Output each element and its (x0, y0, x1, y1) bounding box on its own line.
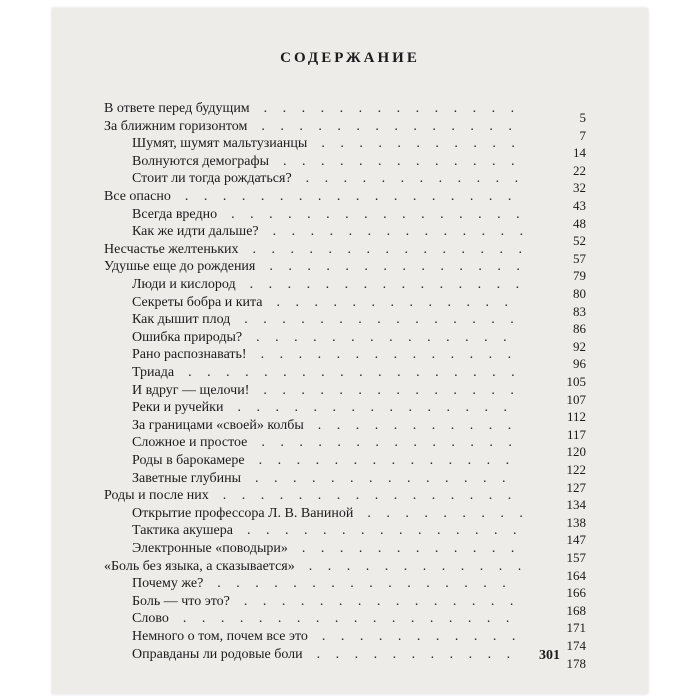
leader-dots: . . . . . . . . . . . (316, 646, 517, 662)
toc-entry-title: Почему же? (132, 576, 204, 592)
toc-entry-page: 105 (566, 374, 586, 389)
toc-entry-title: За границами «своей» колбы (132, 417, 304, 433)
leader-dots: . . . . . . . . . . . (317, 417, 518, 433)
leader-dots: . . . . . . . . . . . . . (276, 294, 515, 310)
toc-entry-page: 43 (573, 198, 586, 213)
page-number: 301 (539, 648, 560, 663)
toc-entry-title: Стоит ли тогда рождаться? (132, 171, 292, 187)
toc-entry-title: Люди и кислород (132, 277, 236, 292)
toc-entry-title: Сложное и простое (132, 435, 248, 451)
toc-entry-title: Все опасно (104, 189, 171, 204)
toc-entry-page: 117 (566, 426, 586, 442)
toc-entry-title: Как же идти дальше? (132, 224, 259, 240)
toc-entry-page: 164 (566, 567, 586, 583)
toc-entry-title: За ближним горизонтом (104, 118, 248, 134)
leader-dots: . . . . . . . . . . . . . . (260, 347, 518, 363)
toc-entry-page: 174 (566, 638, 586, 653)
leader-dots: . . . . . . . . . . . . . . . . (222, 488, 518, 504)
table-of-contents (104, 100, 586, 671)
toc-entry-title: Заветные глубины (132, 470, 242, 486)
toc-entry-page: 86 (573, 321, 586, 337)
leader-dots: . . . . . . . . . . . . (301, 541, 521, 556)
leader-dots: . . . . . . . . . . . . (308, 558, 528, 574)
toc-entry-title: Несчастье желтеньких (104, 241, 239, 257)
toc-entry-title: В ответе перед будущим (104, 101, 250, 116)
leader-dots: . . . . . . . . . . . . . . (263, 382, 520, 398)
leader-dots: . . . . . . . . . . . . . . (258, 453, 516, 468)
toc-entry-title: Реки и ручейки (132, 400, 224, 416)
leader-dots: . . . . . . . . . . . . . . . (252, 241, 528, 257)
toc-entry-title: Как дышит плод (132, 312, 231, 328)
toc-entry-title: Всегда вредно (132, 206, 218, 222)
toc-entry-page: 5 (579, 110, 586, 125)
toc-entry-page: 138 (566, 514, 586, 530)
toc-entry-page: 80 (573, 286, 586, 301)
leader-dots: . . . . . . . . . . . . . . . . . . (188, 365, 521, 380)
toc-entry-title: Триада (132, 365, 175, 380)
toc-entry-title: Оправданы ли родовые боли (132, 646, 303, 662)
leader-dots: . . . . . . . . . . . . (305, 171, 525, 187)
toc-entry-page: 112 (566, 409, 586, 425)
toc-entry-page: 7 (579, 127, 586, 143)
toc-entry-title: Волнуются демографы (132, 153, 269, 169)
toc-entry-title: Рано распознавать! (132, 347, 247, 363)
toc-entry-page: 22 (573, 162, 586, 178)
leader-dots: . . . . . . . . . . . . . . (272, 224, 530, 240)
leader-dots: . . . . . . . . . . . . . . . . (217, 576, 512, 592)
leader-dots: . . . . . . . . . . . . . . . (237, 400, 513, 416)
toc-entry-page: 107 (566, 391, 586, 407)
toc-entry-title: Боль — что это? (132, 593, 230, 609)
toc-entry-title: Роды в барокамере (132, 453, 245, 468)
toc-entry-title: Тактика акушера (132, 523, 233, 539)
toc-entry-page: 120 (566, 444, 586, 460)
book-page (52, 8, 648, 694)
toc-entry-page: 48 (573, 215, 586, 231)
toc-entry-title: Роды и после них (104, 488, 209, 504)
leader-dots: . . . . . . . . . . . . . . (261, 118, 518, 134)
leader-dots: . . . . . . . . . . . . . . (263, 101, 521, 116)
toc-entry-page: 122 (566, 462, 586, 477)
toc-entry-page: 157 (566, 550, 586, 565)
toc-entry-page: 147 (566, 532, 586, 548)
leader-dots: . . . . . . . . . . . . . . . . (231, 206, 526, 222)
toc-entry-page: 32 (573, 180, 586, 196)
toc-entry-page: 171 (566, 620, 586, 636)
toc-entry-title: «Боль без языка, а сказывается» (104, 558, 295, 574)
toc-entry-page: 14 (573, 145, 586, 161)
toc-entry (104, 646, 586, 671)
leader-dots: . . . . . . . . . . . . . . . (244, 312, 520, 328)
toc-entry-page: 127 (566, 479, 586, 495)
leader-dots: . . . . . . . . . . . . . . (261, 435, 518, 451)
toc-entry-title: Немного о том, почем все это (132, 629, 308, 644)
leader-dots: . . . . . . . . . . . . . (282, 153, 521, 169)
leader-dots: . . . . . . . . . . . (321, 629, 522, 644)
toc-entry-page: 57 (573, 250, 586, 266)
leader-dots: . . . . . . . . . . . . . . (256, 329, 513, 345)
leader-dots: . . . . . . . . . . . . . . . . . . (184, 189, 518, 204)
toc-entry-page: 52 (573, 233, 586, 249)
toc-entry-page: 134 (566, 497, 586, 513)
toc-entry-page: 178 (566, 655, 586, 671)
toc-entry-title: Слово (132, 611, 169, 627)
toc-entry-title: И вдруг — щелочи! (132, 382, 250, 398)
toc-entry-page: 83 (573, 303, 586, 319)
toc-entry-page: 79 (573, 268, 586, 284)
leader-dots: . . . . . . . . . . . . . . . (243, 593, 520, 609)
leader-dots: . . . . . . . . . . . . . . . (249, 277, 526, 292)
toc-entry-page: 168 (566, 602, 586, 618)
toc-entry-page: 96 (573, 356, 586, 372)
leader-dots: . . . . . . . . . . . . . . . (246, 523, 523, 539)
toc-entry-title: Открытие профессора Л. В. Ваниной (132, 505, 354, 521)
toc-entry-title: Ошибка природы? (132, 329, 243, 345)
leader-dots: . . . . . . . . . . . . . . (269, 259, 526, 275)
leader-dots: . . . . . . . . . . . . . . . . . . (182, 611, 516, 627)
leader-dots: . . . . . . . . . . . (321, 136, 521, 152)
toc-entry-title: Секреты бобра и кита (132, 294, 263, 310)
toc-entry-title: Удушье еще до рождения (104, 259, 256, 275)
toc-entry-title: Электронные «поводыри» (132, 541, 288, 556)
leader-dots: . . . . . . . . . . . . . . (255, 470, 512, 486)
toc-entry-page: 92 (573, 338, 586, 354)
page-title: СОДЕРЖАНИЕ (280, 50, 420, 66)
toc-entry-title: Шумят, шумят мальтузианцы (132, 136, 308, 152)
leader-dots: . . . . . . . . . (367, 505, 529, 521)
toc-entry-page: 166 (566, 585, 586, 601)
